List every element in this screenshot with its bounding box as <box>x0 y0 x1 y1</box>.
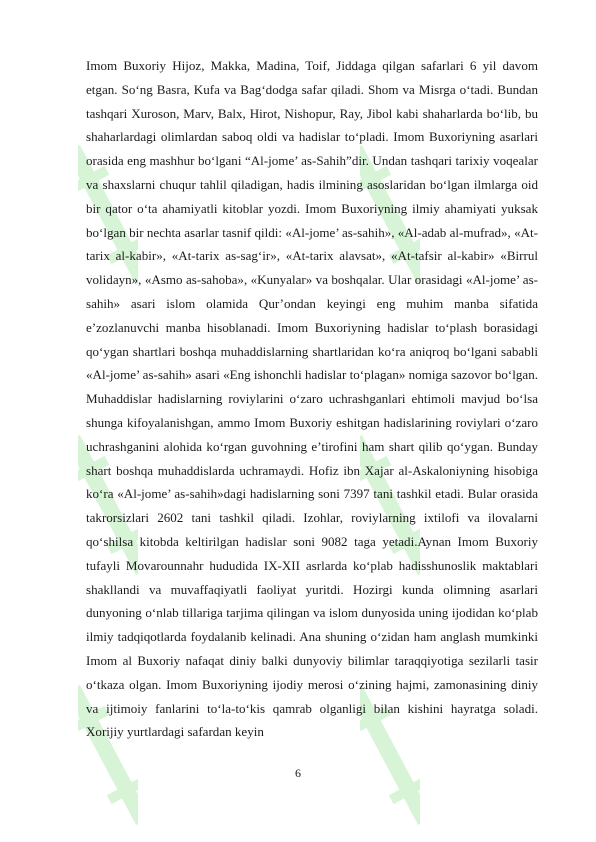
body-paragraph: Imom Buxoriy Hijoz, Makka, Madina, Toif, Jiddaga qilgan safarlari 6 yil davom etgan. So‘ng Basra, Kufa va Bag‘dodga safar qiladi. Shom va Misrga o‘tadi. Bundan tashqari Xuroson, Marv, Balx, Hirot, Nishopur, Ray, Jibol kabi shaharlarda bo‘lib, bu shaharlardagi olimlardan saboq oldi va hadislar to‘pladi. Imom Buxoriyning asarlari orasida eng mashhur bo‘lgani “Al-jome’ as-Sahih”dir. Undan tashqari tarixiy voqealar va shaxslarni chuqur tahlil qiladigan, hadis ilmining asoslaridan bo‘lgan ilmlarga oid bir qator o‘ta ahamiyatli kitoblar yozdi. Imom Buxoriyning ilmiy ahamiyati yuksak bo‘lgan bir nechta asarlar tasnif qildi: «Al-jome’ as-sahih», «Al-adab al-mufrad», «At-tarix al-kabir», «At-tarix as-sag‘ir», «At-tarix alavsat», «At-tafsir al-kabir» «Birrul volidayn», «Asmo as-sahoba», «Kunyalar» va boshqalar. Ular orasidagi «Al-jome’ as-sahih» asari islom olamida Qur’ondan keyingi eng muhim manba sifatida e’zozlanuvchi manba hisoblanadi. Imom Buxoriyning hadislar to‘plash borasidagi qo‘ygan shartlari boshqa muhaddislarning shartlaridan ko‘ra aniqroq bo‘lgani sababli «Al-jome’ as-sahih» asari «Eng ishonchli hadislar to‘plagan» nomiga sazovor bo‘lgan. Muhaddislar hadislarning roviylarini o‘zaro uchrashganlari ehtimoli mavjud bo‘lsa shunga kifoyalanishgan, ammo Imom Buxoriy eshitgan hadislarining roviylari o‘zaro uchrashganini alohida ko‘rgan guvohning e’tirofini ham shart qilib qo‘ygan. Bunday shart boshqa muhaddislarda uchramaydi. Hofiz ibn Xajar al-Askaloniyning hisobiga ko‘ra «Al-jome’ as-sahih»dagi hadislarning soni 7397 tani tashkil etadi. Bular orasida takrorsizlari 2602 tani tashkil qiladi. Izohlar, roviylarning ixtilofi va ilovalarni qo‘shilsa kitobda keltirilgan hadislar soni 9082 taga yetadi.Aynan Imom Buxoriy tufayli Movarounnahr hududida IX-XII asrlarda ko‘plab hadisshunoslik maktablari shakllandi va muvaffaqiyatli faoliyat yuritdi. Hozirgi kunda olimning asarlari dunyoning o‘nlab tillariga tarjima qilingan va islom dunyosida uning ijodidan ko‘plab ilmiy tadqiqotlarda foydalanib kelinadi. Ana shuning o‘zidan ham anglash mumkinki Imom al Buxoriy nafaqat diniy balki dunyoviy bilimlar taraqqiyotiga sezilarli tasir o‘tkaza olgan. Imom Buxoriyning ijodiy merosi o‘zining hajmi, zamonasining diniy va ijtimoiy fanlarini to‘la-to‘kis qamrab olganligi bilan kishini hayratga soladi. Xorijiy yurtlardagi safardan keyin <box>86 58 538 740</box>
page-number: 6 <box>295 766 301 780</box>
